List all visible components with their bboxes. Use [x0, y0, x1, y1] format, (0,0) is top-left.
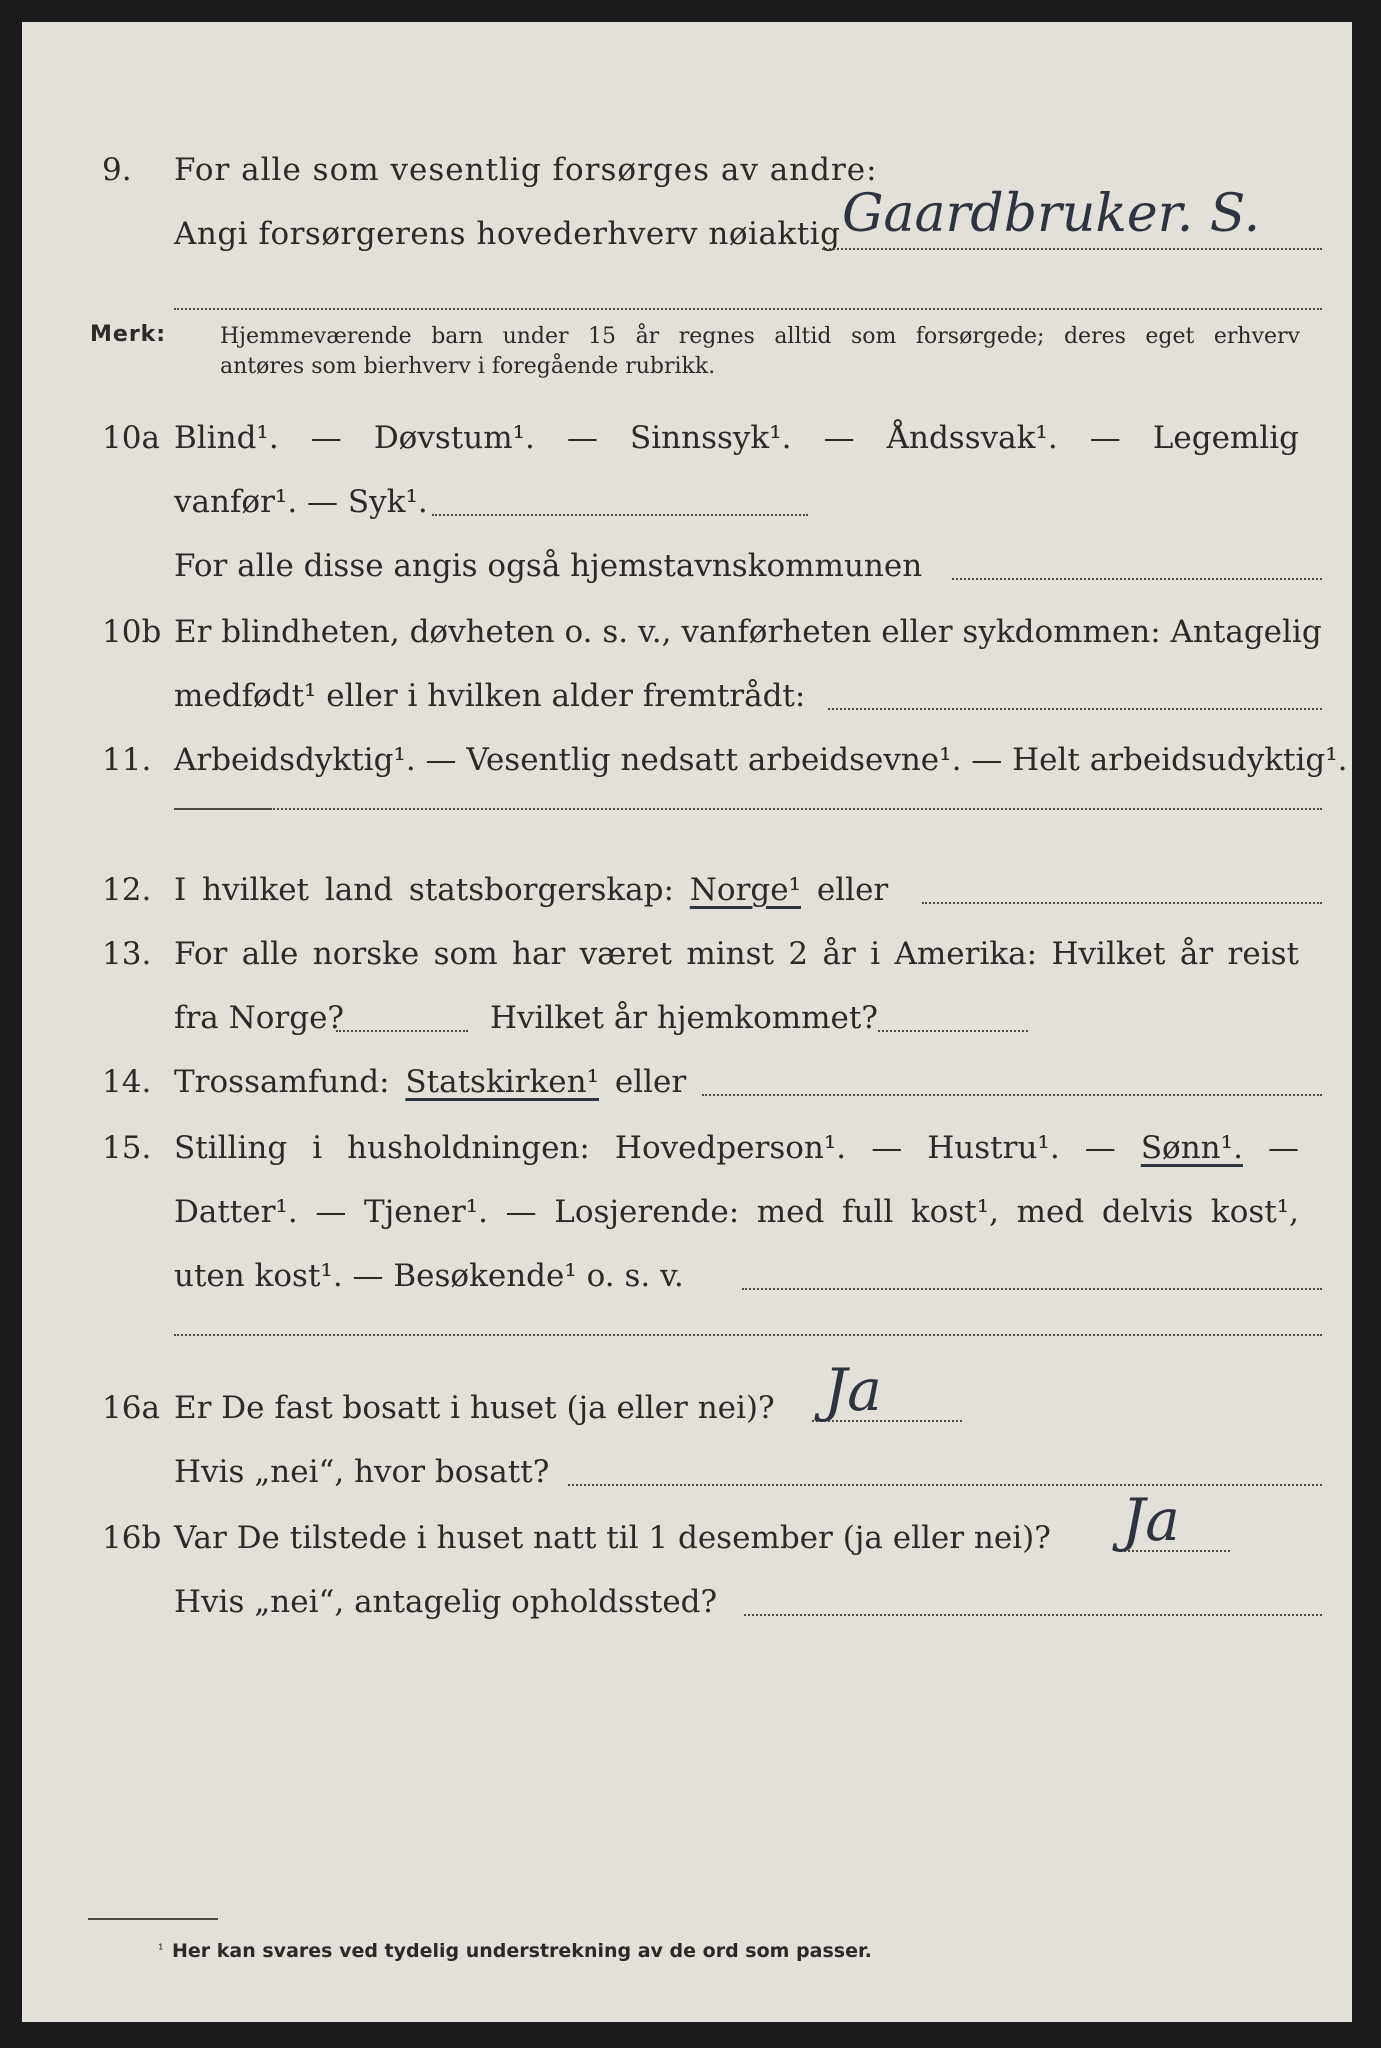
- q15-choice-sonn: Sønn¹.: [1140, 1130, 1243, 1166]
- q13-number: 13.: [102, 936, 152, 972]
- merk-note: [220, 322, 1300, 382]
- q9-number: 9.: [102, 152, 132, 188]
- q10b-number: 10b: [102, 614, 162, 650]
- q10a-text-1: Blind¹. — Døvstum¹. — Sinnssyk¹. — Åndssvak¹. — Legemlig: [174, 420, 1299, 456]
- q14-text: [174, 1062, 686, 1102]
- q11-answer-line: [270, 808, 1322, 810]
- q15-extra-line: [174, 1334, 1322, 1336]
- q15-suffix: —: [1268, 1130, 1299, 1166]
- q14-prefix: Trossamfund:: [174, 1064, 390, 1100]
- q16b-handwritten-answer: Ja: [1122, 1486, 1180, 1554]
- footnote-text: Her kan svares ved tydelig understrekning av de ord som passer.: [172, 1940, 872, 1962]
- q16b-text-1: Var De tilstede i huset natt til 1 desember (ja eller nei)?: [174, 1520, 1051, 1556]
- q11-answer-line-start: [174, 808, 270, 810]
- q16a-address-line: [568, 1484, 1322, 1486]
- q14-choice-statskirken: Statskirken¹: [405, 1064, 599, 1100]
- footnote-rule: [88, 1918, 218, 1920]
- q12-suffix: eller: [816, 872, 889, 908]
- q10a-answer-line: [432, 514, 808, 516]
- q9-handwritten-answer: Gaardbruker. S.: [842, 184, 1261, 244]
- q9-text-1: For alle som vesentlig forsørges av andre:: [174, 152, 878, 188]
- q11-number: 11.: [102, 742, 152, 778]
- q10b-text-2: medfødt¹ eller i hvilken alder fremtrådt:: [174, 678, 806, 714]
- q13-text-2b: Hvilket år hjemkommet?: [490, 1000, 878, 1036]
- q15-text-1: [174, 1128, 1299, 1168]
- q13-text-1: For alle norske som har været minst 2 år i Amerika: Hvilket år reist: [174, 936, 1299, 972]
- q11-text-1: Arbeidsdyktig¹. — Vesentlig nedsatt arbeidsevne¹. — Helt arbeidsudyktig¹.: [174, 742, 1348, 778]
- q9-extra-line: [174, 308, 1322, 310]
- q12-number: 12.: [102, 872, 152, 908]
- q16b-number: 16b: [102, 1520, 162, 1556]
- q13-year-returned-line: [878, 1030, 1028, 1032]
- q16a-number: 16a: [102, 1390, 160, 1426]
- q12-prefix: I hvilket land statsborgerskap:: [174, 872, 674, 908]
- census-form-page: [22, 22, 1352, 2022]
- q15-number: 15.: [102, 1130, 152, 1166]
- q16b-text-2: Hvis „nei“, antagelig opholdssted?: [174, 1584, 718, 1620]
- q10a-number: 10a: [102, 420, 160, 456]
- q16a-handwritten-answer: Ja: [824, 1356, 882, 1424]
- q16b-location-line: [744, 1614, 1322, 1616]
- q12-text: [174, 870, 888, 910]
- q10b-answer-line: [828, 708, 1322, 710]
- q9-text-2: Angi forsørgerens hovederhverv nøiaktig: [174, 216, 841, 252]
- merk-line-1: Hjemmeværende barn under 15 år regnes alltid som forsørgede; deres eget erhverv: [220, 324, 1300, 349]
- q14-answer-line: [702, 1094, 1322, 1096]
- q14-suffix: eller: [614, 1064, 687, 1100]
- q16a-text-1: Er De fast bosatt i huset (ja eller nei)?: [174, 1390, 775, 1426]
- q10a-hometown-line: [952, 578, 1322, 580]
- merk-line-2: antøres som bierhverv i foregående rubrikk.: [220, 354, 716, 379]
- q10b-text-1: Er blindheten, døvheten o. s. v., vanførheten eller sykdommen: Antagelig: [174, 614, 1322, 650]
- q15-prefix: Stilling i husholdningen: Hovedperson¹. — Hustru¹. —: [174, 1130, 1116, 1166]
- q10a-text-3: For alle disse angis også hjemstavnskommunen: [174, 548, 923, 584]
- q16a-text-2: Hvis „nei“, hvor bosatt?: [174, 1454, 550, 1490]
- q13-year-left-line: [336, 1030, 468, 1032]
- q15-answer-line: [742, 1288, 1322, 1290]
- q14-number: 14.: [102, 1064, 152, 1100]
- q15-text-2: Datter¹. — Tjener¹. — Losjerende: med full kost¹, med delvis kost¹,: [174, 1194, 1299, 1230]
- q12-answer-line: [922, 902, 1322, 904]
- q12-choice-norge: Norge¹: [689, 872, 802, 908]
- footnote-mark: ¹: [158, 1942, 164, 1958]
- q13-text-2a: fra Norge?: [174, 1000, 345, 1036]
- merk-label: Merk:: [90, 322, 167, 347]
- q15-text-3: uten kost¹. — Besøkende¹ o. s. v.: [174, 1258, 684, 1294]
- q9-answer-line: [822, 248, 1322, 250]
- q10a-text-2: vanfør¹. — Syk¹.: [174, 484, 428, 520]
